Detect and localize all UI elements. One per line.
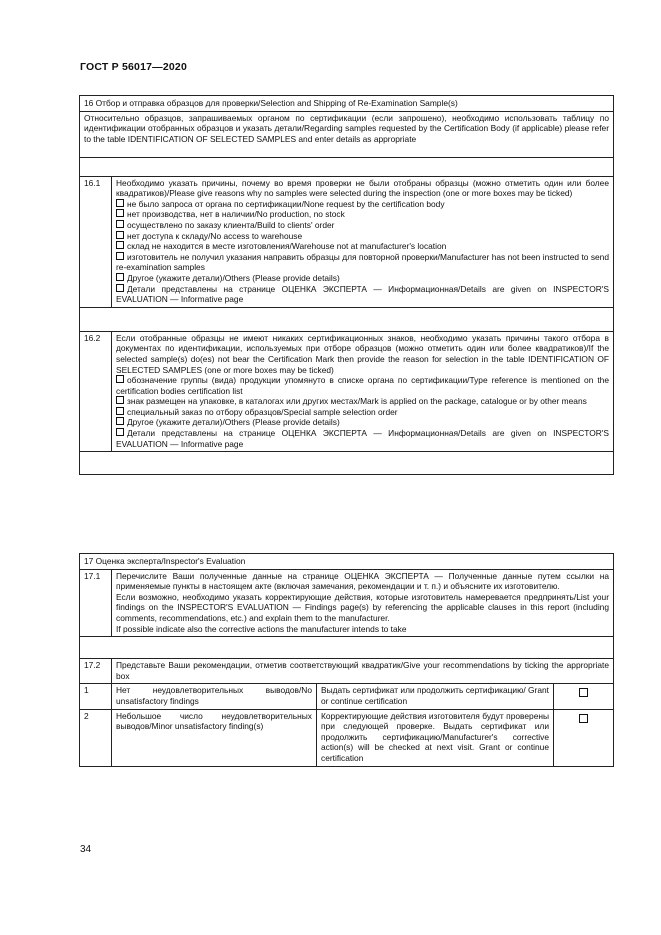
checkbox-icon[interactable] — [116, 417, 124, 425]
recommendation-finding: Нет неудовлетворительных выводов/No unsatisfactory findings — [112, 684, 317, 709]
option-16-1-not-instructed[interactable]: изготовитель не получил указания направить образцы для повторной проверки/Manufacturer has not been instructed to send re-examination samples — [116, 251, 609, 273]
item-16-2 — [112, 331, 614, 452]
option-16-2-type-reference[interactable]: обозначение группы (вида) продукции упомянуто в списке органа по сертификации/Type reference is mentioned on the certification bodies certification list — [116, 375, 609, 396]
checkbox-icon[interactable] — [116, 407, 124, 415]
document-header: ГОСТ Р 56017—2020 — [80, 61, 188, 73]
blank-row — [80, 157, 614, 176]
blank-row — [80, 307, 614, 331]
recommendation-action: Корректирующие действия изготовителя будут проверены при следующей проверке. Выдать сертификат или продолжить сертификацию/Manufacturer's corrective action(s) will be checked at next visit. Grant or continue certification — [317, 709, 554, 766]
item-17-2-text: Представьте Ваши рекомендации, отметив соответствующий квадратик/Give your recommendations by ticking the appropriate box — [112, 659, 614, 684]
option-16-1-no-production[interactable]: нет производства, нет в наличии/No production, no stock — [116, 209, 609, 220]
option-16-1-others[interactable]: Другое (укажите детали)/Others (Please provide details) — [116, 273, 609, 284]
checkbox-icon[interactable] — [579, 688, 588, 697]
item-16-1-text: Необходимо указать причины, почему во время проверки не были отобраны образцы (можно отметить один или более квадратиков)/Please give reasons why no samples were selected during the inspection (one or more boxes may be ticked) — [116, 177, 609, 199]
checkbox-icon[interactable] — [116, 284, 124, 292]
option-16-1-details[interactable]: Детали представлены на странице ОЦЕНКА ЭКСПЕРТА — Информационная/Details are given on INSPECTOR'S EVALUATION — Informative page — [116, 283, 609, 305]
checkbox-icon[interactable] — [116, 273, 124, 281]
option-16-1-clients-order[interactable]: осуществлено по заказу клиента/Build to clients' order — [116, 220, 609, 231]
option-16-1-warehouse[interactable]: склад не находится в месте изготовления/Warehouse not at manufacturer's location — [116, 241, 609, 252]
recommendation-action: Выдать сертификат или продолжить сертификацию/ Grant or continue certification — [317, 684, 554, 709]
checkbox-icon[interactable] — [116, 396, 124, 404]
item-17-1-text-a: Перечислите Ваши полученные данные на странице ОЦЕНКА ЭКСПЕРТА — Полученные данные путем ссылки на применяемые пункты в настоящем акте (включая замечания, рекомендации и т. п.) и объясните их изготовителю. — [116, 570, 609, 592]
checkbox-icon[interactable] — [116, 199, 124, 207]
page-number: 34 — [80, 844, 92, 855]
section-17-table — [79, 553, 614, 767]
section-16-title: 16 Отбор и отправка образцов для проверки/Selection and Shipping of Re-Examination Sample(s) — [80, 96, 614, 112]
section-16-intro: Относительно образцов, запрашиваемых органом по сертификации (если запрошено), необходимо использовать таблицу по идентификации отобранных образцов и указать детали/Regarding samples requested by the Certification Body (if applicable) please refer to the table IDENTIFICATION OF SELECTED SAMPLES and enter details as appropriate — [80, 111, 614, 157]
item-17-1 — [112, 569, 614, 637]
item-number: 17.1 — [80, 569, 112, 637]
section-16-table — [79, 95, 614, 475]
recommendation-row-number: 1 — [80, 684, 112, 709]
checkbox-icon[interactable] — [116, 241, 124, 249]
checkbox-icon[interactable] — [116, 220, 124, 228]
option-16-1-no-access[interactable]: нет доступа к складу/No access to warehouse — [116, 231, 609, 242]
option-16-2-special-order[interactable]: специальный заказ по отбору образцов/Special sample selection order — [116, 407, 609, 418]
checkbox-icon[interactable] — [579, 714, 588, 723]
item-16-1 — [112, 176, 614, 307]
checkbox-icon[interactable] — [116, 209, 124, 217]
option-16-2-mark-package[interactable]: знак размещен на упаковке, в каталогах или других местах/Mark is applied on the package, catalogue or by other means — [116, 396, 609, 407]
option-16-2-others[interactable]: Другое (укажите детали)/Others (Please provide details) — [116, 417, 609, 428]
recommendation-checkbox-cell[interactable] — [554, 709, 614, 766]
item-number: 17.2 — [80, 659, 112, 684]
item-number: 16.2 — [80, 331, 112, 452]
blank-row — [80, 452, 614, 475]
option-16-1-none-request[interactable]: не было запроса от органа по сертификации/None request by the certification body — [116, 199, 609, 210]
item-17-1-text-c: If possible indicate also the corrective actions the manufacturer intends to take — [116, 623, 407, 634]
item-17-1-text-b: Если возможно, необходимо указать корректирующие действия, которые изготовитель намеревается предпринять/List your findings on the INSPECTOR'S EVALUATION — Findings page(s) by referencing the applicable clauses in this report (including comments, recommendations, etc.) and explain them to the manufacturer. — [116, 591, 609, 623]
checkbox-icon[interactable] — [116, 428, 124, 436]
blank-row — [80, 637, 614, 659]
checkbox-icon[interactable] — [116, 231, 124, 239]
section-17-title: 17 Оценка эксперта/Inspector's Evaluation — [80, 554, 614, 570]
option-16-2-details[interactable]: Детали представлены на странице ОЦЕНКА ЭКСПЕРТА — Информационная/Details are given on INSPECTOR'S EVALUATION — Informative page — [116, 428, 609, 449]
checkbox-icon[interactable] — [116, 252, 124, 260]
checkbox-icon[interactable] — [116, 375, 124, 383]
item-16-2-text: Если отобранные образцы не имеют никаких сертификационных знаков, необходимо указать причины такого отбора в документах по идентификации, используемых при отборе образцов (можно отметить один или более квадратиков)/If the selected sample(s) do(es) not bear the Certification Mark then provide the reason for selection in the table IDENTIFICATION OF SELECTED SAMPLES (one or more boxes may be ticked) — [116, 332, 609, 375]
recommendation-row-number: 2 — [80, 709, 112, 766]
recommendation-finding: Небольшое число неудовлетворительных выводов/Minor unsatisfactory finding(s) — [112, 709, 317, 766]
recommendation-checkbox-cell[interactable] — [554, 684, 614, 709]
item-number: 16.1 — [80, 176, 112, 307]
